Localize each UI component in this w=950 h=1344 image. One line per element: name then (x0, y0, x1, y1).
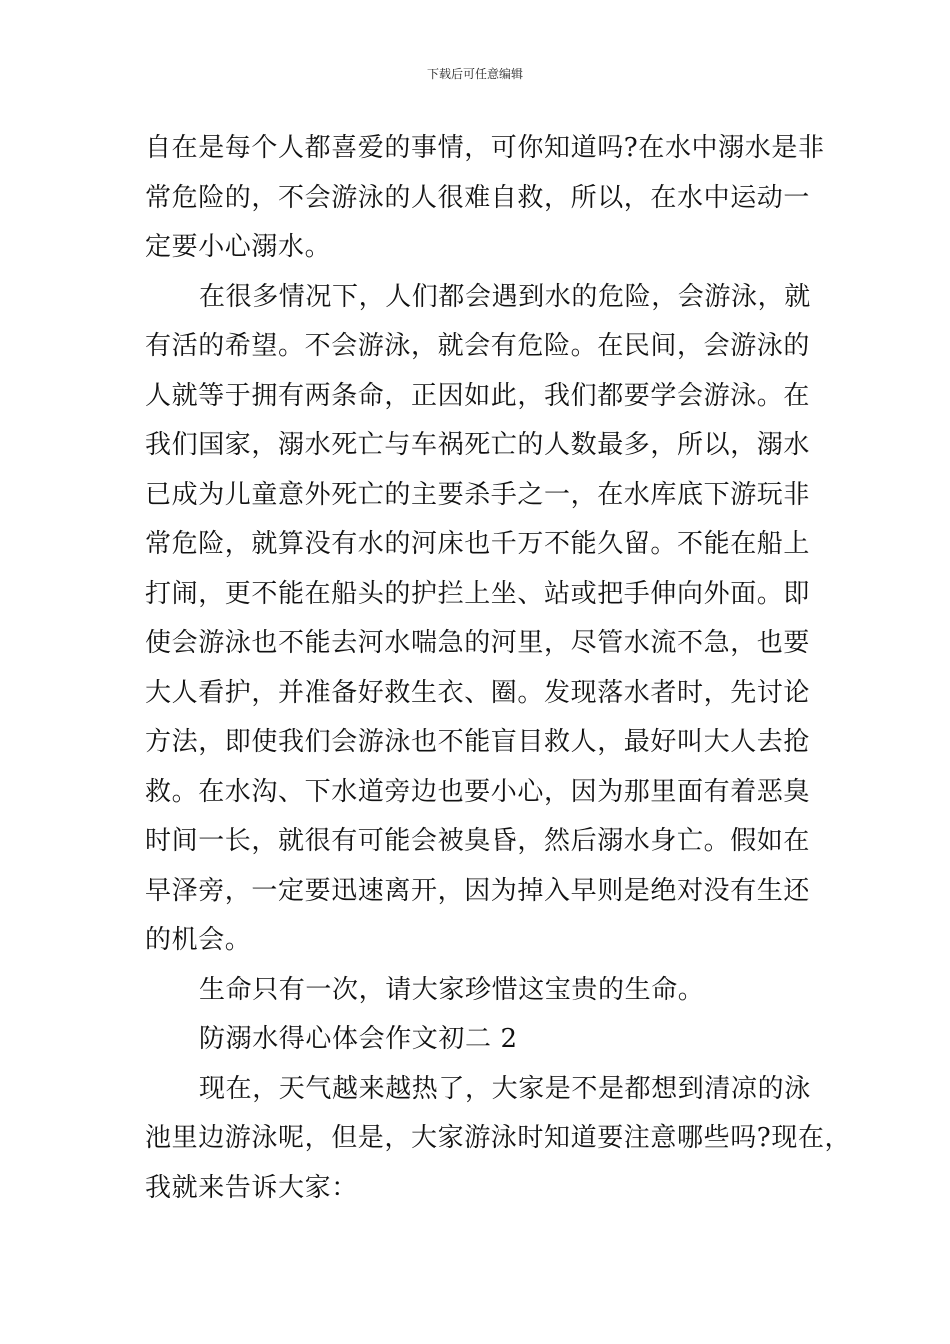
text-line: 人就等于拥有两条命，正因如此，我们都要学会游泳。在 (145, 380, 811, 411)
paragraph-cherish-life (145, 966, 809, 1016)
paragraph-intro (145, 124, 825, 273)
document-body (145, 124, 852, 1213)
text-line: 打闹，更不能在船头的护拦上坐、站或把手伸向外面。即 (145, 578, 811, 609)
text-line: 常危险，就算没有水的河床也千万不能久留。不能在船上 (145, 529, 811, 559)
text-line: 防溺水得心体会作文初二 2 (199, 1024, 518, 1054)
text-line: 在很多情况下，人们都会遇到水的危险，会游泳，就 (199, 281, 811, 312)
paragraph-summer (145, 1065, 852, 1214)
text-line: 方法，即使我们会游泳也不能盲目救人，最好叫大人去抢 (145, 727, 811, 757)
text-line: 我们国家，溺水死亡与车祸死亡的人数最多，所以，溺水 (145, 430, 811, 460)
text-line: 常危险的，不会游泳的人很难自救，所以，在水中运动一 (145, 182, 811, 213)
section-title (145, 1015, 809, 1065)
text-line: 已成为儿童意外死亡的主要杀手之一，在水库底下游玩非 (145, 479, 811, 510)
text-line: 大人看护，并准备好救生衣、圈。发现落水者时，先讨论 (145, 677, 811, 708)
paragraph-dangers (145, 273, 809, 966)
text-line: 有活的希望。不会游泳，就会有危险。在民间，会游泳的 (145, 331, 811, 361)
page-header: 下载后可任意编辑 (426, 67, 523, 81)
text-line: 定要小心溺水。 (145, 232, 332, 262)
text-line: 现在，天气越来越热了，大家是不是都想到清凉的泳 (199, 1073, 811, 1104)
text-line: 我就来告诉大家： (145, 1172, 358, 1203)
text-line: 生命只有一次，请大家珍惜这宝贵的生命。 (199, 974, 705, 1005)
text-line: 使会游泳也不能去河水喘急的河里，尽管水流不急，也要 (145, 628, 811, 658)
text-line: 时间一长，就很有可能会被臭昏，然后溺水身亡。假如在 (145, 826, 811, 856)
text-line: 早泽旁，一定要迅速离开，因为掉入早则是绝对没有生还 (145, 875, 811, 906)
text-line: 的机会。 (145, 925, 252, 955)
text-line: 池里边游泳呢，但是，大家游泳时知道要注意哪些吗?现在， (145, 1123, 852, 1153)
text-line: 自在是每个人都喜爱的事情，可你知道吗?在水中溺水是非 (145, 133, 825, 163)
text-line: 救。在水沟、下水道旁边也要小心，因为那里面有着恶臭 (145, 776, 811, 807)
